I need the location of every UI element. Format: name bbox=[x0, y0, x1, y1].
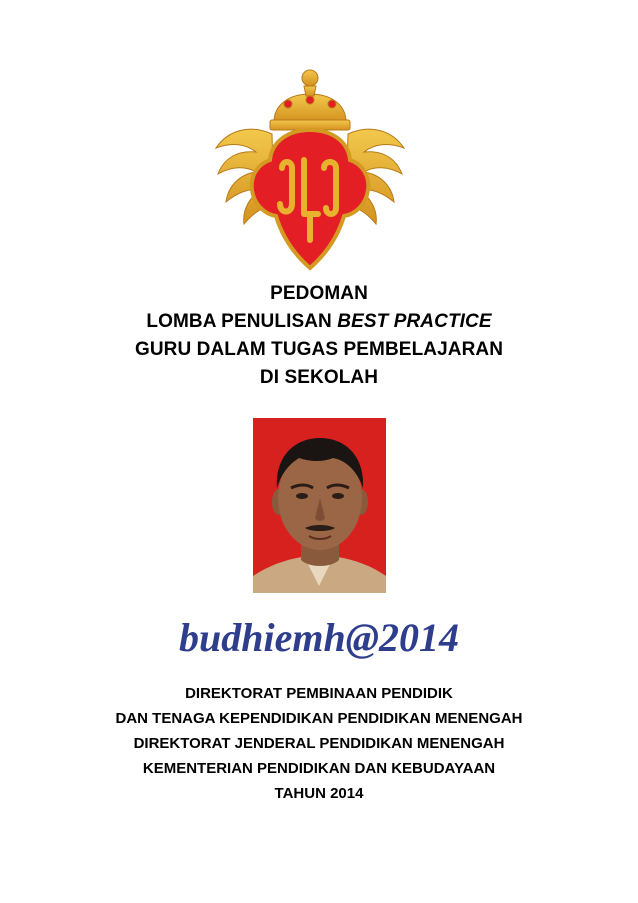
title-line-2 bbox=[0, 308, 638, 336]
emblem-logo bbox=[210, 64, 410, 274]
footer-year: TAHUN 2014 bbox=[274, 785, 364, 802]
footer-line-3: DIREKTORAT JENDERAL PENDIDIKAN MENENGAH bbox=[133, 735, 505, 752]
document-title bbox=[0, 280, 638, 392]
title-line-2-italic: BEST PRACTICE bbox=[337, 311, 492, 332]
title-line-2-prefix: LOMBA PENULISAN bbox=[146, 311, 338, 332]
institution-block bbox=[0, 681, 638, 806]
title-line-3: GURU DALAM TUGAS PEMBELAJARAN bbox=[134, 339, 504, 360]
footer-line-1: DIREKTORAT PEMBINAAN PENDIDIK bbox=[185, 685, 453, 702]
author-portrait-photo bbox=[253, 418, 386, 593]
title-line-4: DI SEKOLAH bbox=[259, 367, 379, 388]
watermark-text: budhiemh@2014 bbox=[179, 615, 459, 660]
footer-line-4: KEMENTERIAN PENDIDIKAN DAN KEBUDAYAAN bbox=[142, 760, 496, 777]
footer-line-2: DAN TENAGA KEPENDIDIKAN PENDIDIKAN MENENGAH bbox=[115, 710, 523, 727]
title-line-1: PEDOMAN bbox=[270, 283, 368, 304]
portrait-illustration bbox=[253, 418, 386, 593]
